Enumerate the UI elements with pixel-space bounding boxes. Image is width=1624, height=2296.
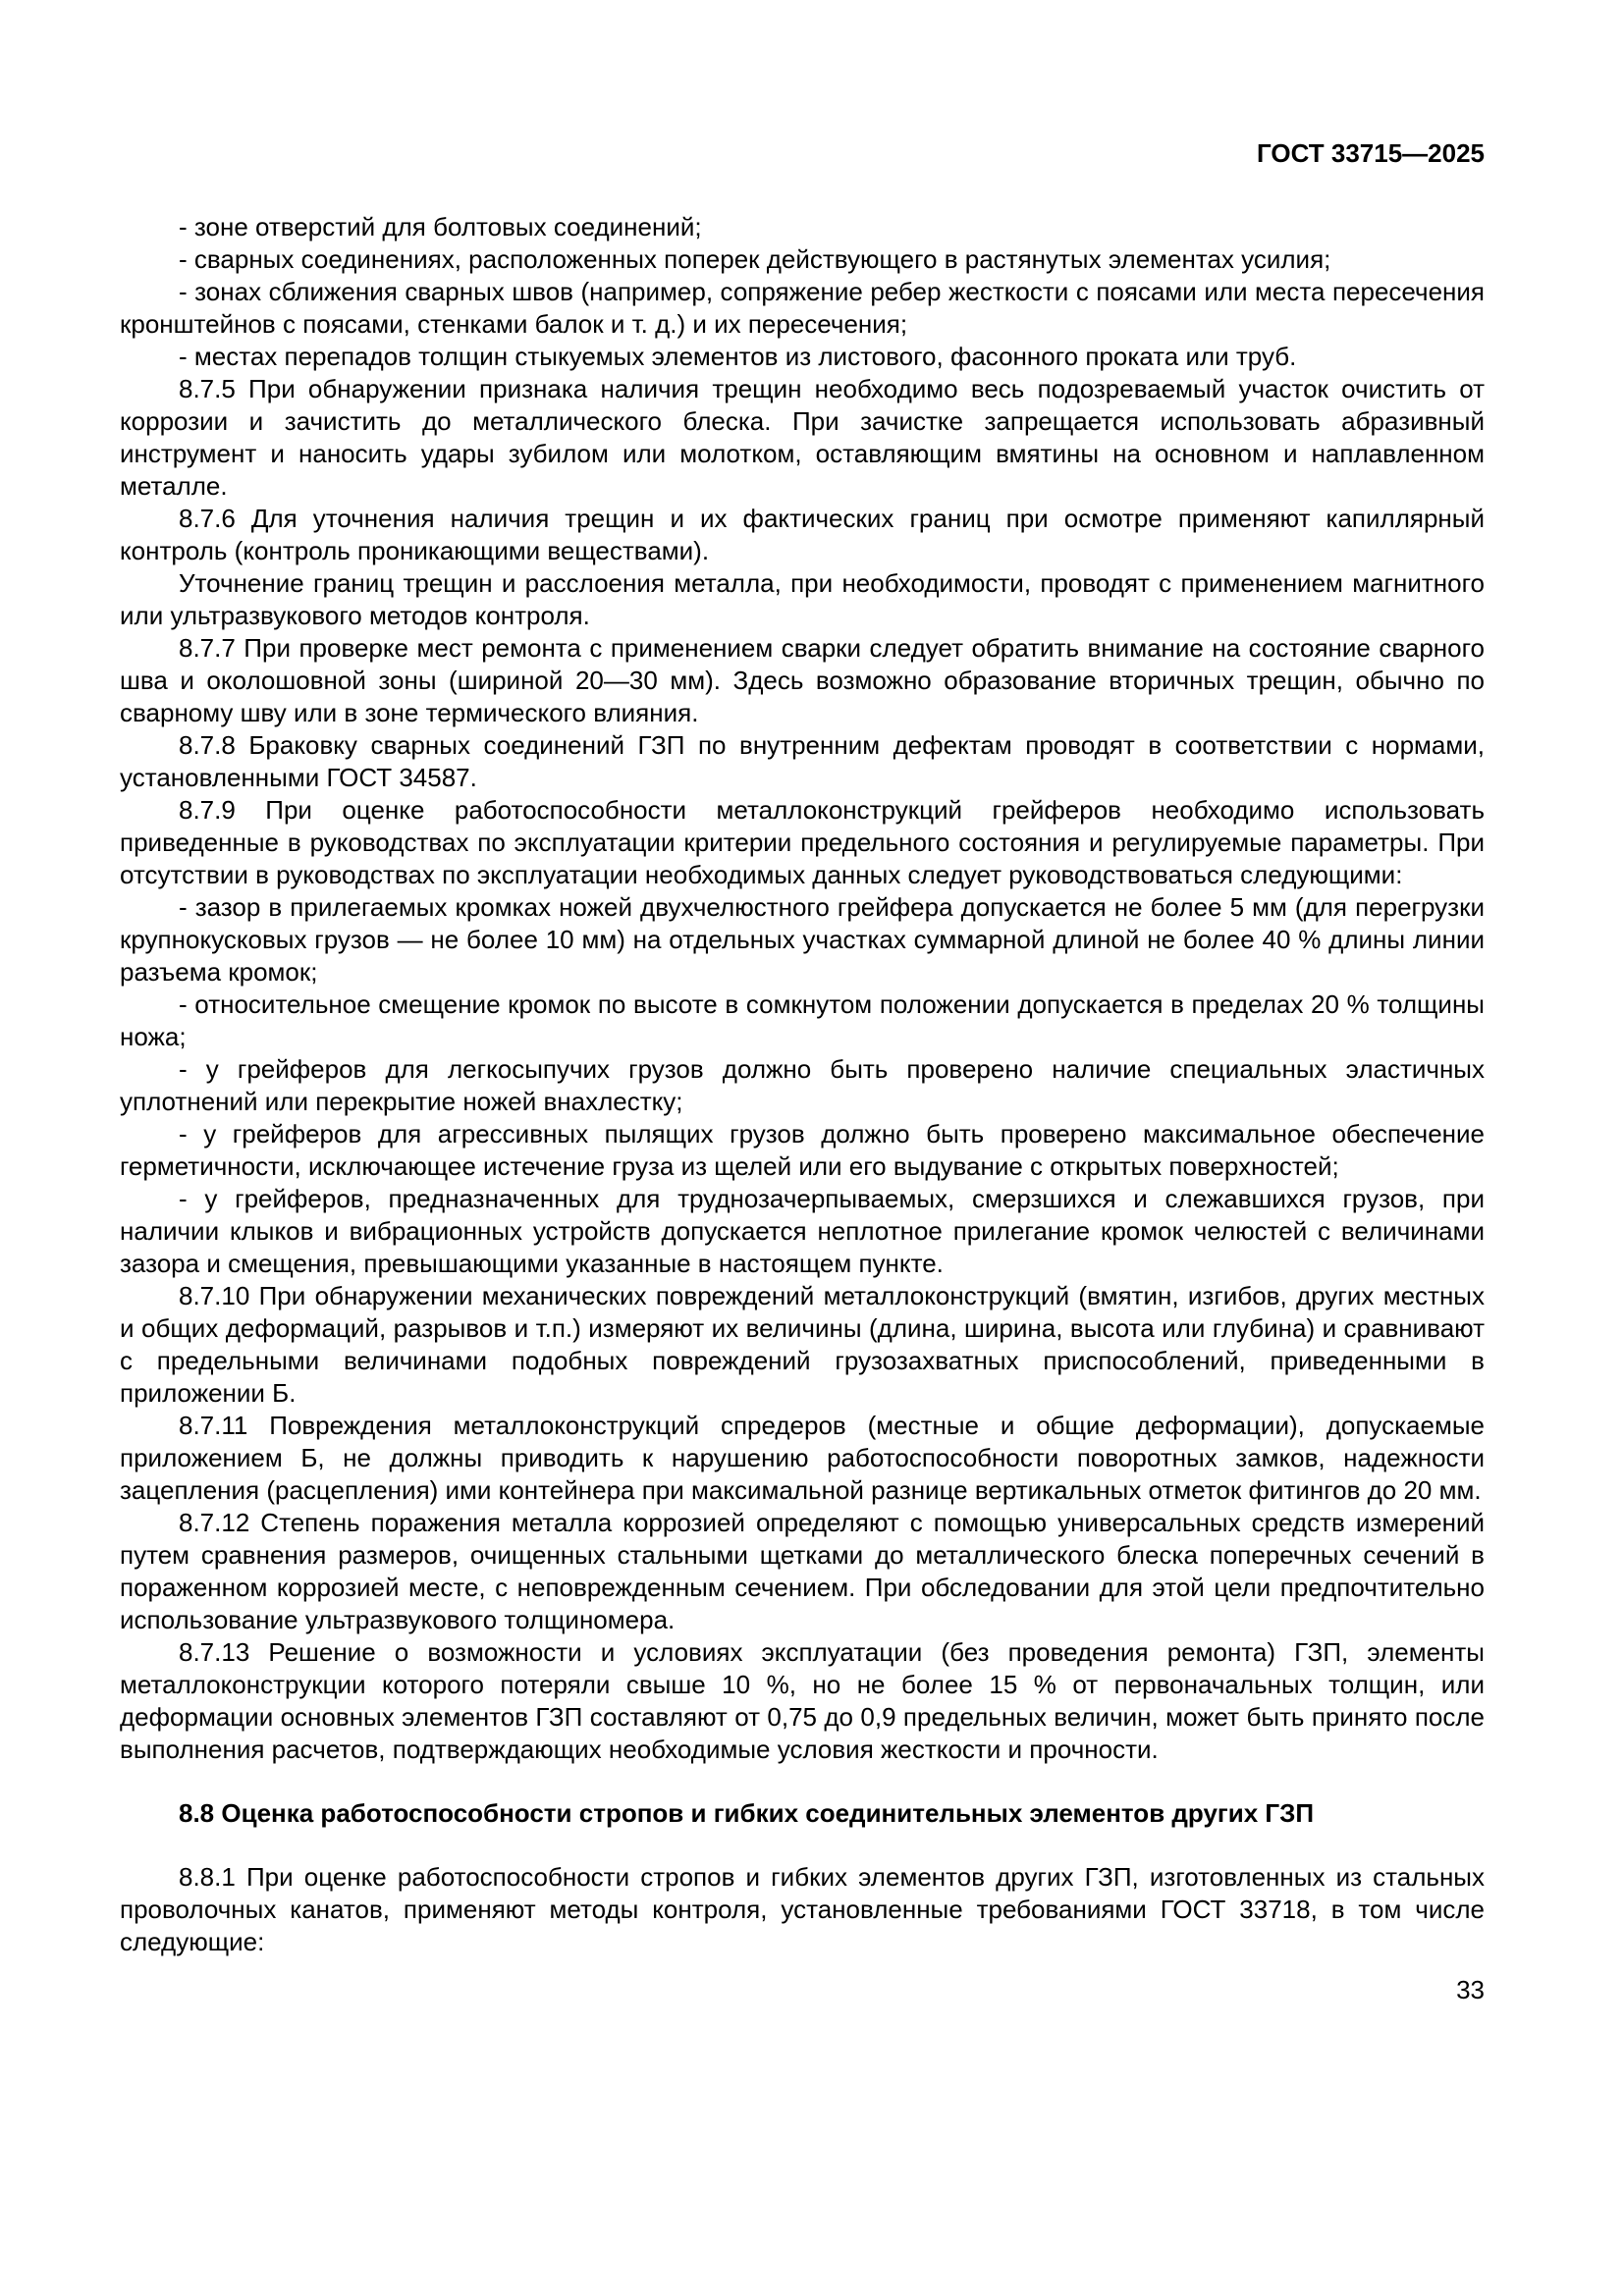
paragraph: 8.7.12 Степень поражения металла коррозией определяют с помощью универсальных средств измерений путем сравнения размеров, очищенных стальными щетками до металлического блеска поперечных сечений в пораженном коррозией месте, с неповрежденным сечением. При обследовании для этой цели предпочтительно использование ультразвукового толщиномера.: [120, 1508, 1485, 1634]
paragraph: - у грейферов для агрессивных пылящих грузов должно быть проверено максимальное обеспечение герметичности, исключающее истечение груза из щелей или его выдувание с открытых поверхностей;: [120, 1119, 1485, 1181]
document-header-standard-number: ГОСТ 33715—2025: [1257, 138, 1485, 168]
paragraph: - сварных соединениях, расположенных поперек действующего в растянутых элементах усилия;: [179, 244, 1331, 274]
paragraph: - местах перепадов толщин стыкуемых элементов из листового, фасонного проката или труб.: [179, 342, 1297, 371]
paragraph: - зонах сближения сварных швов (например, сопряжение ребер жесткости с поясами или места пересечения кронштейнов с поясами, стенками балок и т. д.) и их пересечения;: [120, 277, 1485, 339]
section-heading: 8.8 Оценка работоспособности стропов и гибких соединительных элементов других ГЗП: [179, 1798, 1315, 1828]
paragraph: - зоне отверстий для болтовых соединений;: [179, 212, 702, 241]
paragraph: 8.7.8 Браковку сварных соединений ГЗП по внутренним дефектам проводят в соответствии с нормами, установленными ГОСТ 34587.: [120, 730, 1485, 792]
paragraph: 8.7.9 При оценке работоспособности металлоконструкций грейферов необходимо использовать приведенные в руководствах по эксплуатации критерии предельного состояния и регулируемые параметры. При отсутствии в руководствах по эксплуатации необходимых данных следует руководствоваться следующими:: [120, 795, 1485, 889]
paragraph: 8.7.5 При обнаружении признака наличия трещин необходимо весь подозреваемый участок очистить от коррозии и зачистить до металлического блеска. При зачистке запрещается использовать абразивный инструмент и наносить удары зубилом или молотком, оставляющим вмятины на основном и наплавленном металле.: [120, 374, 1485, 501]
paragraph: 8.7.11 Повреждения металлоконструкций спредеров (местные и общие деформации), допускаемые приложением Б, не должны приводить к нарушению работоспособности поворотных замков, надежности зацепления (расцепления) ими контейнера при максимальной разнице вертикальных отметок фитингов до 20 мм.: [120, 1411, 1485, 1505]
paragraph: 8.7.6 Для уточнения наличия трещин и их фактических границ при осмотре применяют капиллярный контроль (контроль проникающими веществами).: [120, 504, 1485, 565]
document-body: [120, 211, 1485, 1958]
paragraph: - относительное смещение кромок по высоте в сомкнутом положении допускается в пределах 20 % толщины ножа;: [120, 989, 1485, 1051]
paragraph: - у грейферов для легкосыпучих грузов должно быть проверено наличие специальных эластичных уплотнений или перекрытие ножей внахлестку;: [120, 1054, 1485, 1116]
paragraph: - зазор в прилегаемых кромках ножей двухчелюстного грейфера допускается не более 5 мм (для перегрузки крупнокусковых грузов — не более 10 мм) на отдельных участках суммарной длиной не более 40 % длины линии разъема кромок;: [120, 892, 1485, 987]
paragraph: Уточнение границ трещин и расслоения металла, при необходимости, проводят с применением магнитного или ультразвукового методов контроля.: [120, 568, 1485, 630]
paragraph: 8.8.1 При оценке работоспособности стропов и гибких элементов других ГЗП, изготовленных из стальных проволочных канатов, применяют методы контроля, установленные требованиями ГОСТ 33718, в том числе следующие:: [120, 1862, 1485, 1956]
paragraph: - у грейферов, предназначенных для труднозачерпываемых, смерзшихся и слежавшихся грузов, при наличии клыков и вибрационных устройств допускается неплотное прилегание кромок челюстей с величинами зазора и смещения, превышающими указанные в настоящем пункте.: [120, 1184, 1485, 1278]
paragraph: 8.7.10 При обнаружении механических повреждений металлоконструкций (вмятин, изгибов, других местных и общих деформаций, разрывов и т.п.) измеряют их величины (длина, ширина, высота или глубина) и сравнивают с предельными величинами подобных повреждений грузозахватных приспособлений, приведенными в приложении Б.: [120, 1281, 1485, 1408]
paragraph: 8.7.13 Решение о возможности и условиях эксплуатации (без проведения ремонта) ГЗП, элементы металлоконструкции которого потеряли свыше 10 %, но не более 15 % от первоначальных толщин, или деформации основных элементов ГЗП составляют от 0,75 до 0,9 предельных величин, может быть принято после выполнения расчетов, подтверждающих необходимые условия жесткости и прочности.: [120, 1637, 1485, 1764]
paragraph: 8.7.7 При проверке мест ремонта с применением сварки следует обратить внимание на состояние сварного шва и околошовной зоны (шириной 20—30 мм). Здесь возможно образование вторичных трещин, обычно по сварному шву или в зоне термического влияния.: [120, 633, 1485, 727]
page-number: 33: [1456, 1975, 1485, 2004]
